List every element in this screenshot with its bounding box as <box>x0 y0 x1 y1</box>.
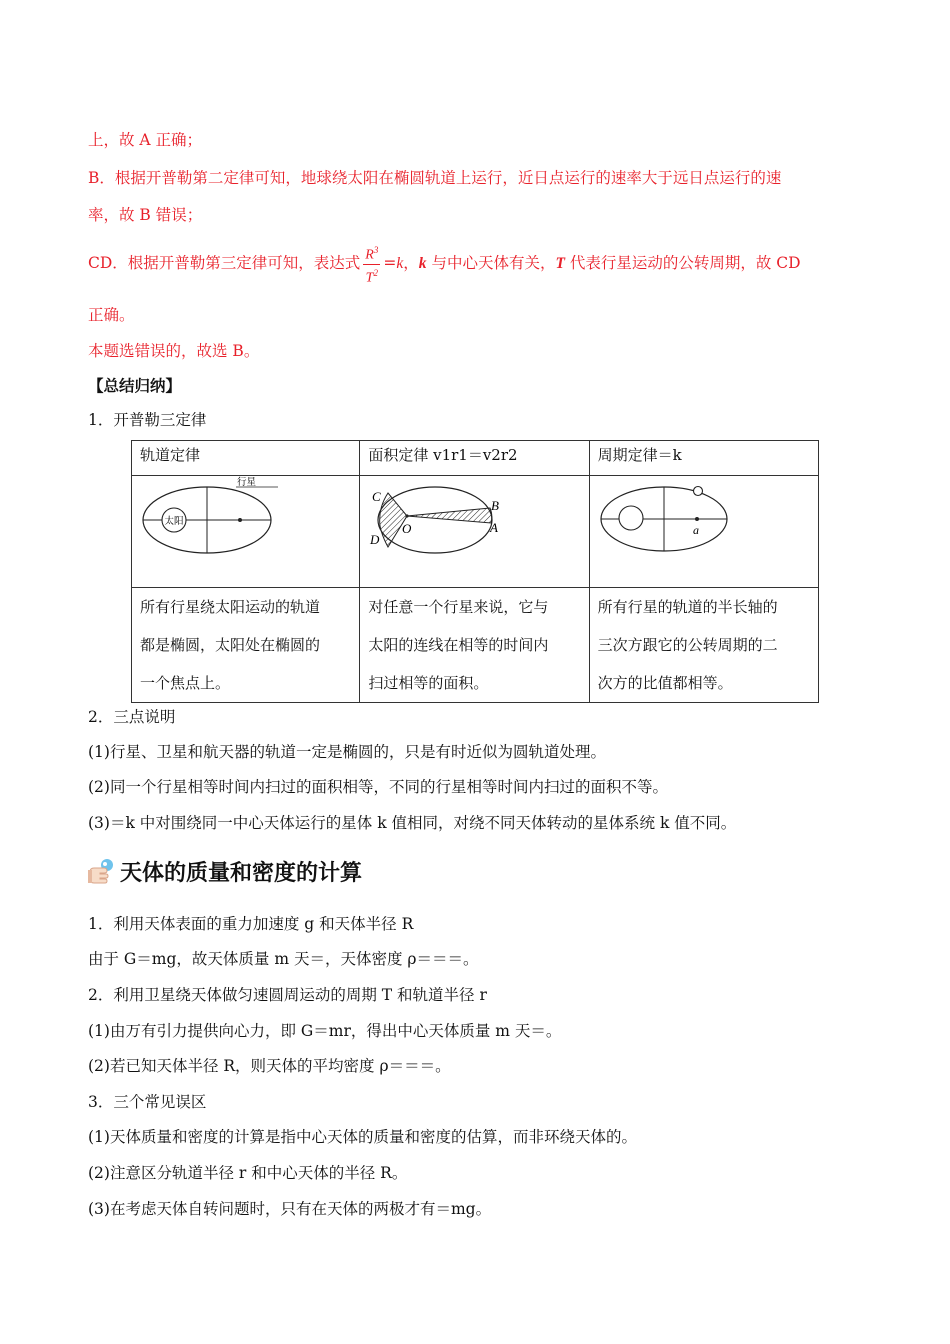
summary-item-1: 1．开普勒三定律 <box>88 411 207 429</box>
answer-line-5: 正确。 <box>88 306 135 324</box>
section-line-1: 1．利用天体表面的重力加速度 g 和天体半径 R <box>88 915 414 933</box>
summary-point-3: (3)＝k 中对围绕同一中心天体运行的星体 k 值相同，对绕不同天体转动的星体系统 k 值不同。 <box>88 814 737 832</box>
description-line: 次方的比值都相等。 <box>597 674 733 692</box>
semi-major-axis-label: a <box>692 523 699 537</box>
orbit-ellipse-diagram <box>132 476 360 587</box>
description-line: 所有行星绕太阳运动的轨道 <box>140 598 321 616</box>
answer-line-3: 率，故 B 错误； <box>88 206 203 224</box>
description-line: 一个焦点上。 <box>140 674 231 692</box>
table-description-row <box>132 588 819 703</box>
denominator-exponent: 2 <box>373 267 378 278</box>
section-line-9: (3)在考虑天体自转问题时，只有在天体的两极才有＝mg。 <box>88 1200 492 1218</box>
table-header-row <box>132 441 819 476</box>
point-c-label: C <box>372 489 381 504</box>
table-figure-row <box>132 476 819 588</box>
answer-line-4-text: CD．根据开普勒第三定律可知，表达式 <box>88 254 361 273</box>
description-line: 扫过相等的面积。 <box>368 674 489 692</box>
section-line-8: (2)注意区分轨道半径 r 和中心天体的半径 R。 <box>88 1164 408 1182</box>
section-line-3: 2．利用卫星绕天体做匀速圆周运动的周期 T 和轨道半径 r <box>88 986 487 1004</box>
summary-point-1: (1)行星、卫星和航天器的轨道一定是椭圆的，只是有时近似为圆轨道处理。 <box>88 743 606 761</box>
summary-item-2: 2．三点说明 <box>88 708 176 726</box>
answer-line-1: 上，故 A 正确； <box>88 131 203 149</box>
answer-line-4 <box>88 242 801 286</box>
area-law-description <box>360 588 589 703</box>
section-line-5: (2)若已知天体半径 R，则天体的平均密度 ρ＝＝＝。 <box>88 1057 451 1075</box>
sun-label: 太阳 <box>164 516 184 527</box>
orbit-law-figure <box>132 476 360 588</box>
description-line: 三次方跟它的公转周期的二 <box>597 636 778 654</box>
answer-line-4-end: 代表行星运动的公转周期，故 CD <box>564 254 801 273</box>
description-line: 所有行星的轨道的半长轴的 <box>597 598 778 616</box>
numerator-exponent: 3 <box>373 245 379 255</box>
area-law-diagram <box>360 476 589 587</box>
kepler-laws-table <box>131 440 819 703</box>
point-o-label: O <box>402 521 412 536</box>
fraction-numerator: R <box>365 247 374 263</box>
section-line-4: (1)由万有引力提供向心力，即 G＝mr，得出中心天体质量 m 天＝。 <box>88 1022 562 1040</box>
period-law-figure <box>589 476 818 588</box>
section-line-7: (1)天体质量和密度的计算是指中心天体的质量和密度的估算，而非环绕天体的。 <box>88 1128 637 1146</box>
k-symbol: k <box>396 255 404 273</box>
header-period-law: 周期定律＝k <box>589 441 818 476</box>
point-b-label: B <box>491 498 500 513</box>
section-title <box>88 856 362 890</box>
section-line-2: 由于 G＝mg，故天体质量 m 天＝，天体密度 ρ＝＝＝。 <box>88 950 479 968</box>
description-line: 对任意一个行星来说，它与 <box>368 598 549 616</box>
answer-line-4-mid: 与中心天体有关， <box>426 254 556 273</box>
area-law-figure <box>360 476 589 588</box>
equals-sign: = <box>383 254 397 273</box>
period-law-description <box>589 588 818 703</box>
orbit-law-description <box>132 588 360 703</box>
t-symbol: T <box>555 255 565 273</box>
k-symbol-2: k <box>418 255 427 273</box>
header-area-law: 面积定律 v1r1＝v2r2 <box>360 441 589 476</box>
summary-heading: 【总结归纳】 <box>88 376 182 395</box>
planet-label: 行星 <box>237 477 257 488</box>
pointing-hand-icon <box>88 858 118 886</box>
period-law-diagram <box>590 476 819 587</box>
kepler-third-law-fraction <box>363 242 380 286</box>
point-d-label: D <box>370 532 380 547</box>
point-a-label: A <box>490 520 499 535</box>
answer-line-6: 本题选错误的，故选 B。 <box>88 342 260 360</box>
description-line: 都是椭圆，太阳处在椭圆的 <box>140 636 321 654</box>
description-line: 太阳的连线在相等的时间内 <box>368 636 549 654</box>
section-line-6: 3．三个常见误区 <box>88 1093 207 1111</box>
header-orbit-law: 轨道定律 <box>132 441 360 476</box>
comma: ， <box>403 254 419 273</box>
summary-point-2: (2)同一个行星相等时间内扫过的面积相等，不同的行星相等时间内扫过的面积不等。 <box>88 778 668 796</box>
fraction-denominator: T <box>365 270 374 286</box>
section-title-text: 天体的质量和密度的计算 <box>120 861 363 886</box>
answer-line-2: B．根据开普勒第二定律可知，地球绕太阳在椭圆轨道上运行，近日点运行的速率大于远日点运行的速 <box>88 169 782 187</box>
